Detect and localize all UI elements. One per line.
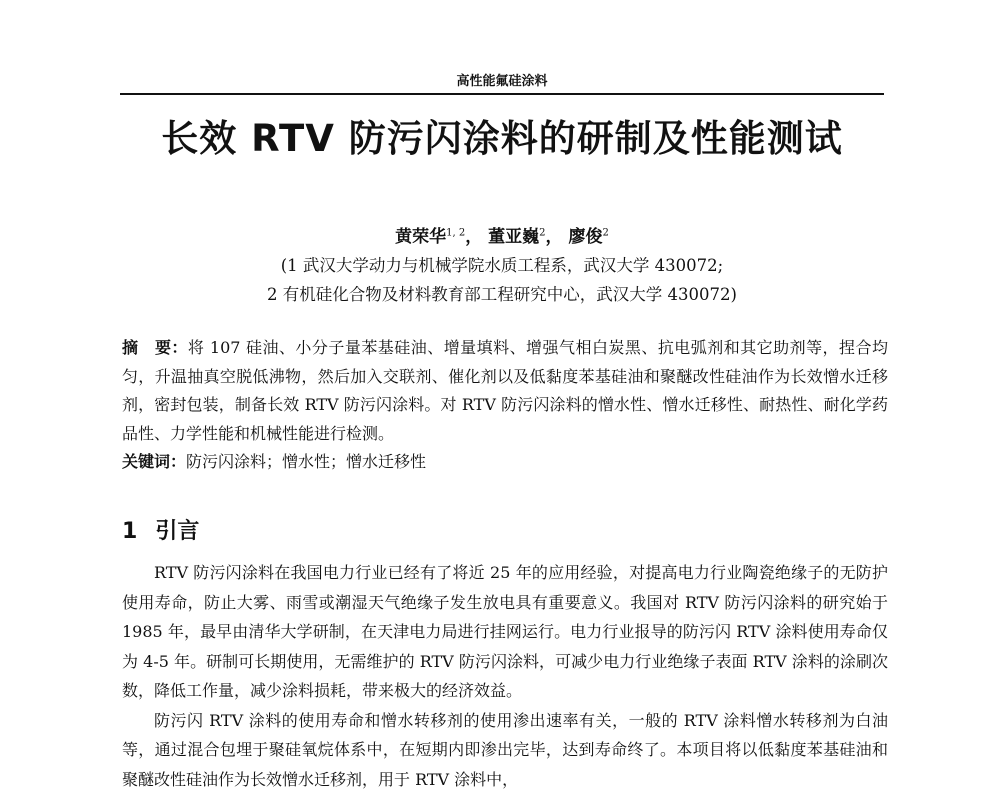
author-affiliation-mark: 2 bbox=[602, 227, 608, 238]
abstract-label: 摘 要： bbox=[122, 338, 188, 357]
header-rule bbox=[120, 93, 884, 95]
abstract bbox=[122, 334, 888, 448]
keywords bbox=[122, 448, 888, 476]
author-separator: ， bbox=[465, 227, 482, 247]
author-list bbox=[100, 222, 904, 247]
section-number: 1 bbox=[122, 519, 137, 544]
keywords-text: 防污闪涂料；憎水性；憎水迁移性 bbox=[186, 452, 426, 471]
author-name: 廖俊 bbox=[568, 227, 602, 247]
paragraph: 防污闪 RTV 涂料的使用寿命和憎水转移剂的使用渗出速率有关，一般的 RTV 涂料憎水转移剂为白油等，通过混合包埋于聚硅氧烷体系中，在短期内即渗出完毕，达到寿命终了。本项目将以低黏度苯基硅油和聚醚改性硅油作为长效憎水迁移剂，用于 RTV 涂料中， bbox=[122, 706, 888, 794]
author-name: 董亚巍 bbox=[488, 227, 539, 247]
paragraph: RTV 防污闪涂料在我国电力行业已经有了将近 25 年的应用经验，对提高电力行业陶瓷绝缘子的无防护使用寿命，防止大雾、雨雪或潮湿天气绝缘子发生放电具有重要意义。我国对 RTV 防污闪涂料的研究始于 1985 年，最早由清华大学研制，在天津电力局进行挂网运行。电力行业报导的防污闪 RTV 涂料使用寿命仅为 4-5 年。研制可长期使用，无需维护的 RTV 防污闪涂料，可减少电力行业绝缘子表面 RTV 涂料的涂刷次数，降低工作量，减少涂料损耗，带来极大的经济效益。 bbox=[122, 558, 888, 706]
author-name: 黄荣华 bbox=[395, 227, 446, 247]
author-affiliation-mark: 2 bbox=[539, 227, 545, 238]
affiliation-line: (1 武汉大学动力与机械学院水质工程系，武汉大学 430072; bbox=[100, 252, 904, 276]
abstract-text: 将 107 硅油、小分子量苯基硅油、增量填料、增强气相白炭黑、抗电弧剂和其它助剂等，捏合均匀，升温抽真空脱低沸物，然后加入交联剂、催化剂以及低黏度苯基硅油和聚醚改性硅油作为长效憎水迁移剂，密封包装，制备长效 RTV 防污闪涂料。对 RTV 防污闪涂料的憎水性、憎水迁移性、耐热性、耐化学药品性、力学性能和机械性能进行检测。 bbox=[122, 338, 888, 443]
author-separator: ， bbox=[546, 227, 563, 247]
affiliation-line: 2 有机硅化合物及材料教育部工程研究中心，武汉大学 430072) bbox=[100, 281, 904, 305]
section-title: 引言 bbox=[155, 519, 199, 544]
body-text bbox=[122, 558, 888, 794]
section-heading bbox=[122, 514, 199, 545]
keywords-label: 关键词： bbox=[122, 452, 186, 471]
author-affiliation-mark: 1, 2 bbox=[446, 227, 465, 238]
paper-title: 长效 RTV 防污闪涂料的研制及性能测试 bbox=[100, 108, 904, 162]
running-head: 高性能氟硅涂料 bbox=[120, 70, 884, 89]
